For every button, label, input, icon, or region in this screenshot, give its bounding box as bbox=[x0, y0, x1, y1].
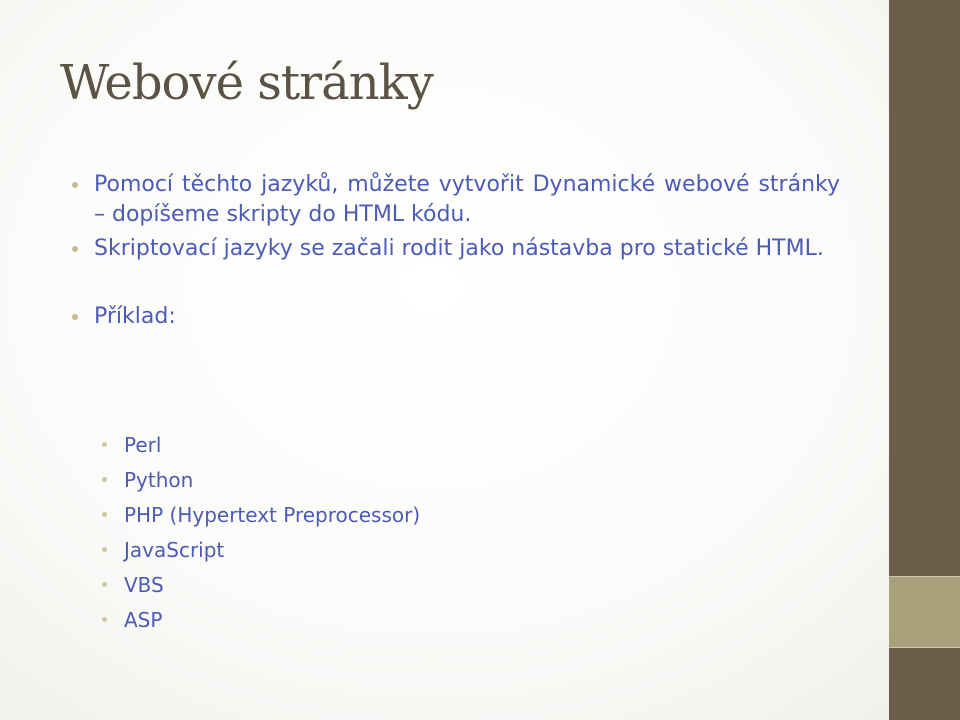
example-item bbox=[102, 603, 420, 638]
example-text: VBS bbox=[124, 573, 164, 597]
side-band-accent bbox=[889, 576, 960, 647]
side-band-divider bbox=[889, 576, 960, 577]
bullet-dot-icon bbox=[72, 182, 78, 188]
bullet-dot-icon bbox=[72, 246, 78, 252]
bullet-list bbox=[72, 170, 840, 332]
bullet-text: Skriptovací jazyky se začali rodit jako nástavba pro statické HTML. bbox=[94, 236, 824, 261]
example-item bbox=[102, 533, 420, 568]
example-item bbox=[102, 568, 420, 603]
bullet-dot-icon bbox=[102, 442, 107, 447]
bullet-dot-icon bbox=[102, 512, 107, 517]
example-text: ASP bbox=[124, 608, 163, 632]
slide-title: Webové stránky bbox=[60, 55, 433, 111]
bullet-dot-icon bbox=[102, 617, 107, 622]
example-item bbox=[102, 463, 420, 498]
example-text: JavaScript bbox=[124, 538, 225, 562]
example-text: Python bbox=[124, 468, 194, 492]
side-band-divider bbox=[889, 647, 960, 648]
example-list bbox=[102, 428, 420, 638]
bullet-dot-icon bbox=[102, 582, 107, 587]
bullet-item bbox=[72, 170, 840, 230]
example-text: Perl bbox=[124, 433, 162, 457]
bullet-dot-icon bbox=[102, 477, 107, 482]
bullet-dot-icon bbox=[102, 547, 107, 552]
bullet-text: Příklad: bbox=[94, 304, 176, 329]
example-item bbox=[102, 428, 420, 463]
bullet-dot-icon bbox=[72, 314, 78, 320]
bullet-text: Pomocí těchto jazyků, můžete vytvořit Dynamické webové stránky – dopíšeme skripty do HTML kódu. bbox=[94, 172, 840, 227]
bullet-item bbox=[72, 234, 840, 264]
side-band-top bbox=[889, 0, 960, 576]
example-text: PHP (Hypertext Preprocessor) bbox=[124, 503, 421, 527]
side-band-bottom bbox=[889, 647, 960, 720]
example-item bbox=[102, 498, 420, 533]
bullet-item bbox=[72, 302, 840, 332]
